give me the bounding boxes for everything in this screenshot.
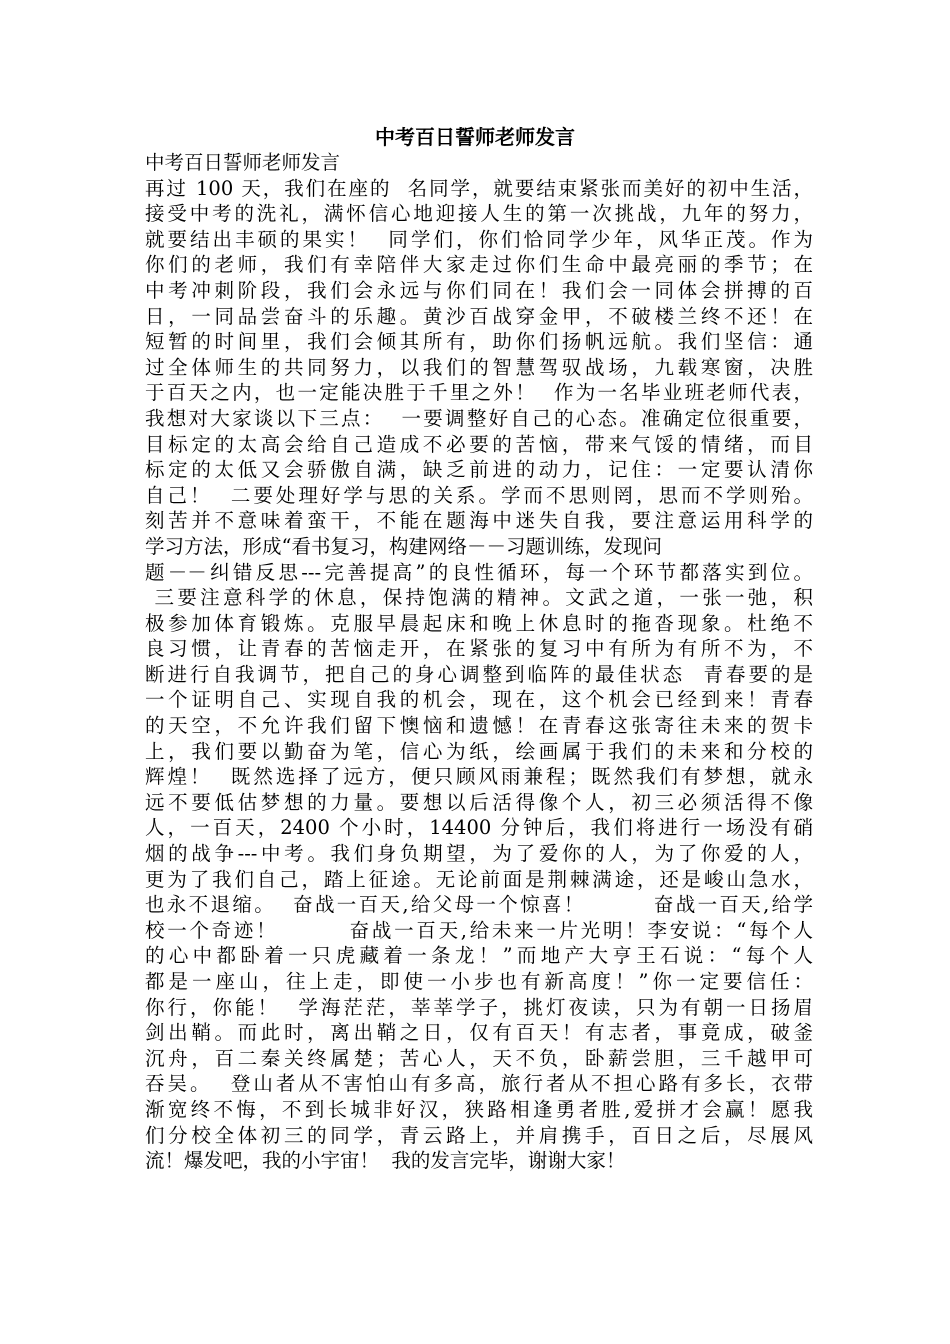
body-text-line: 上，我们要以勤奋为笔，信心为纸，绘画属于我们的未来和分校的 xyxy=(145,739,813,763)
body-text-line: 断进行自我调节，把自己的身心调整到临阵的最佳状态 青春要的是 xyxy=(145,662,813,686)
body-text-line: 标定的太低又会骄傲自满，缺乏前进的动力，记住：一定要认清你 xyxy=(145,458,813,482)
body-text-line: 接受中考的洗礼，满怀信心地迎接人生的第一次挑战，九年的努力， xyxy=(145,202,813,226)
body-text-line: 的心中都卧着一只虎藏着一条龙！”而地产大亨王石说：“每个人 xyxy=(145,944,813,968)
body-text-line: 剑出鞘。而此时，离出鞘之日，仅有百天！有志者，事竟成，破釜 xyxy=(145,1021,813,1045)
body-text-line: 们分校全体初三的同学，青云路上，并肩携手，百日之后，尽展风 xyxy=(145,1123,813,1147)
body-text-line: 沉舟，百二秦关终属楚；苦心人，天不负，卧薪尝胆，三千越甲可 xyxy=(145,1046,813,1070)
body-text-line: 一个证明自己、实现自我的机会，现在，这个机会已经到来！青春 xyxy=(145,688,813,712)
body-text-line: 三要注意科学的休息，保持饱满的精神。文武之道，一张一弛，积 xyxy=(145,586,813,610)
document-title: 中考百日誓师老师发言 xyxy=(375,125,575,149)
body-text-line: 中考冲刺阶段，我们会永远与你们同在！我们会一同体会拼搏的百 xyxy=(145,278,813,302)
body-text-line: 刻苦并不意味着蛮干，不能在题海中迷失自我，要注意运用科学的 xyxy=(145,509,813,533)
body-text-line: 日，一同品尝奋斗的乐趣。黄沙百战穿金甲，不破楼兰终不还！在 xyxy=(145,304,813,328)
body-text-line: 辉煌！ 既然选择了远方，便只顾风雨兼程；既然我们有梦想，就永 xyxy=(145,765,813,789)
body-text-line: 目标定的太高会给自己造成不必要的苦恼，带来气馁的情绪，而目 xyxy=(145,432,813,456)
body-text-line: 的天空，不允许我们留下懊恼和遗憾！在青春这张寄往未来的贺卡 xyxy=(145,714,813,738)
body-text-line: 学习方法，形成“看书复习，构建网络－－习题训练，发现问 xyxy=(145,534,662,558)
document-subtitle-line: 中考百日誓师老师发言 xyxy=(145,151,341,174)
body-text-line: 于百天之内，也一定能决胜于千里之外！ 作为一名毕业班老师代表， xyxy=(145,381,813,405)
body-text-line: 吞吴。 登山者从不害怕山有多高，旅行者从不担心路有多长，衣带 xyxy=(145,1072,813,1096)
body-text-line: 自己！ 二要处理好学与思的关系。学而不思则罔，思而不学则殆。 xyxy=(145,483,813,507)
body-text-line: 人，一百天，2400 个小时，14400 分钟后，我们将进行一场没有硝 xyxy=(145,816,813,840)
body-text-line: 短暂的时间里，我们会倾其所有，助你们扬帆远航。我们坚信：通 xyxy=(145,330,813,354)
body-text-line: 都是一座山，往上走，即使一小步也有新高度！”你一定要信任： xyxy=(145,970,813,993)
document-body xyxy=(145,150,813,1174)
body-text-line: 题－－纠错反思---完善提高”的良性循环，每一个环节都落实到位。 xyxy=(145,560,813,584)
body-text-line: 流！爆发吧，我的小宇宙！ 我的发言完毕，谢谢大家！ xyxy=(145,1149,626,1173)
body-text-line: 远不要低估梦想的力量。要想以后活得像个人，初三必须活得不像 xyxy=(145,790,813,814)
body-text-line: 你行，你能！ 学海茫茫，莘莘学子，挑灯夜读，只为有朝一日扬眉 xyxy=(145,995,813,1019)
body-text-line: 我想对大家谈以下三点： 一要调整好自己的心态。准确定位很重要， xyxy=(145,406,813,430)
body-text-line: 也永不退缩。 奋战一百天,给父母一个惊喜！ 奋战一百天,给学 xyxy=(145,893,813,917)
body-text-line: 更为了我们自己，踏上征途。无论前面是荆棘满途，还是峻山急水， xyxy=(145,867,813,891)
body-text-line: 良习惯，让青春的苦恼走开，在紧张的复习中有所为有所不为，不 xyxy=(145,637,813,661)
body-text-line: 过全体师生的共同努力，以我们的智慧驾驭战场，九载寒窗，决胜 xyxy=(145,355,813,379)
body-text-line: 极参加体育锻炼。克服早晨起床和晚上休息时的拖沓现象。杜绝不 xyxy=(145,611,813,635)
body-text-line: 你们的老师，我们有幸陪伴大家走过你们生命中最亮丽的季节；在 xyxy=(145,253,813,277)
body-text-line: 渐宽终不悔，不到长城非好汉，狭路相逢勇者胜,爱拼才会赢！愿我 xyxy=(145,1097,813,1121)
body-text-line: 就要结出丰硕的果实！ 同学们，你们恰同学少年，风华正茂。作为 xyxy=(145,227,813,251)
body-text-line: 校一个奇迹！ 奋战一百天,给未来一片光明！李安说：“每个人 xyxy=(145,918,813,942)
body-text-line: 烟的战争---中考。我们身负期望，为了爱你的人，为了你爱的人， xyxy=(145,842,813,866)
body-text-line: 再过 100 天，我们在座的 名同学，就要结束紧张而美好的初中生活， xyxy=(145,176,813,200)
